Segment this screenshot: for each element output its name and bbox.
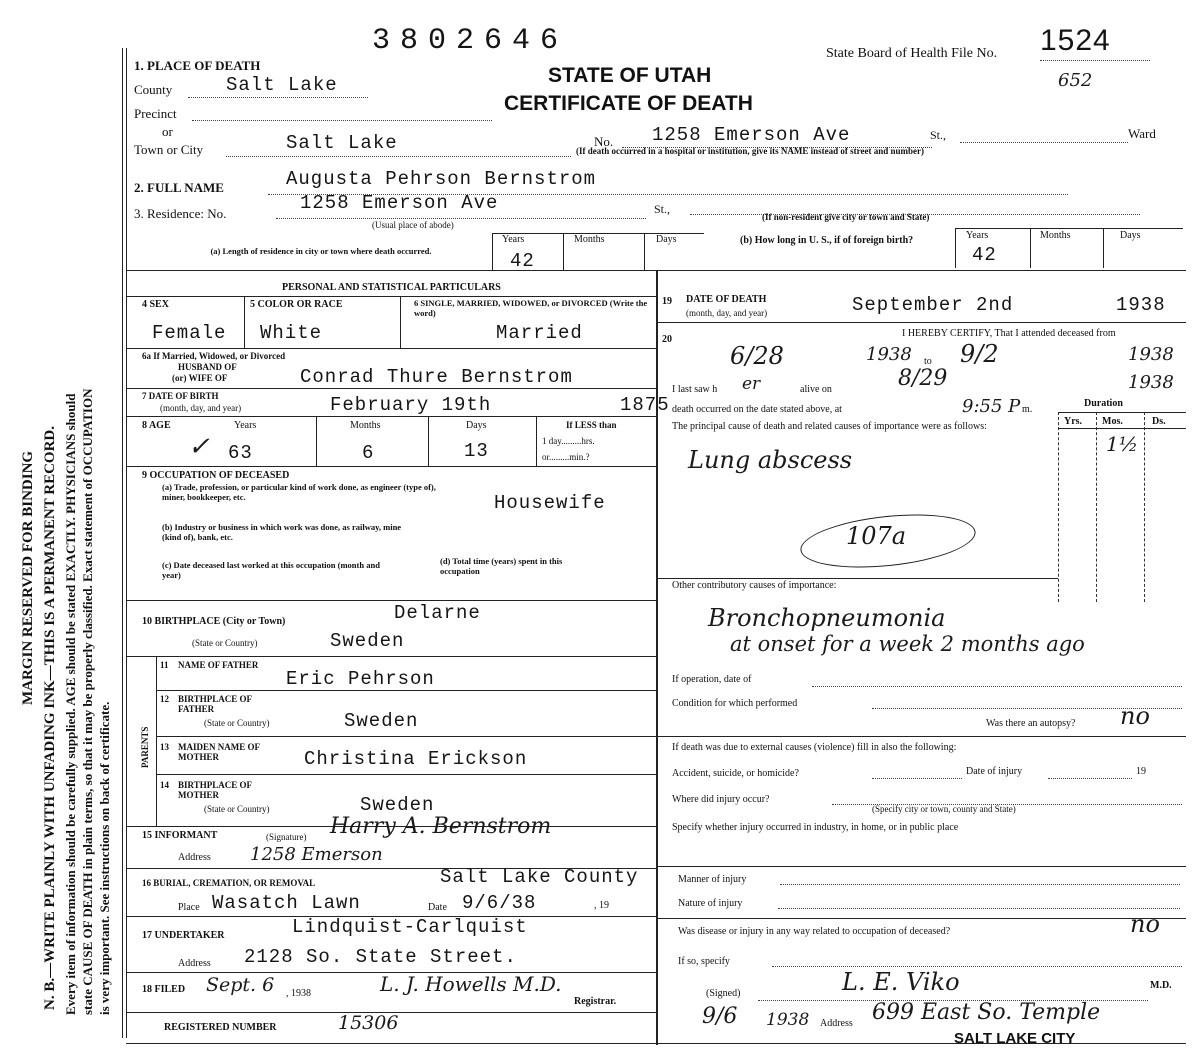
age-days-label: Days (466, 420, 487, 431)
informant-address-label: Address (178, 852, 211, 863)
residence-st-label: St., (654, 202, 671, 216)
age-months-label: Months (350, 420, 381, 431)
physician-city: SALT LAKE CITY (954, 1030, 1076, 1047)
father-value: Eric Pehrson (286, 668, 435, 690)
death-year-value: 1938 (1116, 294, 1166, 316)
external-label: If death was due to external causes (violence) fill in also the following: (672, 742, 957, 753)
burial-label: 16 BURIAL, CREMATION, OR REMOVAL (142, 878, 316, 888)
contrib-value-2: at onset for a week 2 months ago (730, 632, 1085, 656)
signed-date: 9/6 (702, 1004, 738, 1029)
specify-place-label: Specify whether injury occurred in industry, in home, or in public place (672, 822, 959, 833)
residence-label: 3. Residence: No. (134, 206, 227, 221)
father-no: 11 (160, 660, 169, 670)
mother-bp-value: Sweden (360, 794, 435, 816)
age-months-value: 6 (362, 442, 375, 464)
sex-label: 4 SEX (142, 299, 169, 310)
cause-label: The principal cause of death and related causes of importance were as follows: (672, 421, 987, 432)
personal-heading: PERSONAL AND STATISTICAL PARTICULARS (282, 282, 501, 293)
occupation-label: 9 OCCUPATION OF DECEASED (142, 470, 290, 481)
precinct-label: Precinct (134, 106, 177, 121)
dob-year: 1875 (620, 394, 670, 416)
serial-number: 3802646 (372, 24, 569, 58)
death-date-label: DATE OF DEATH (686, 294, 767, 305)
occupation-b-label: (b) Industry or business in which work was done, as railway, mine (kind of), bank, etc. (162, 522, 402, 542)
mother-value: Christina Erickson (304, 748, 528, 770)
death-time-m: m. (1022, 404, 1033, 415)
related-label: Was disease or injury in any way related to occupation of deceased? (678, 926, 951, 937)
certify-to-label: to (924, 356, 932, 367)
margin-binding-note: MARGIN RESERVED FOR BINDING (20, 450, 36, 705)
undertaker-address-label: Address (178, 958, 211, 969)
burial-value: Salt Lake County (440, 866, 639, 888)
undertaker-value: Lindquist-Carlquist (292, 916, 528, 938)
certify-text: I HEREBY CERTIFY, That I attended deceased from (902, 328, 1116, 339)
margin-permanent-note: N. B.—WRITE PLAINLY WITH UNFADING INK—THIS IS A PERMANENT RECORD. (42, 426, 58, 1010)
death-time-label: death occurred on the date stated above, at (672, 404, 842, 415)
street-st-label: St., (930, 128, 947, 142)
certify-from-year: 1938 (866, 344, 912, 365)
length-years-value: 42 (510, 250, 535, 272)
dob-value: February 19th (330, 394, 492, 416)
length-years-label: Years (502, 234, 525, 245)
last-saw-label: I last saw h (672, 384, 718, 395)
age-day-label: 1 day.........hrs. (542, 436, 595, 446)
marital-value: Married (496, 322, 583, 344)
certify-to: 9/2 (960, 340, 999, 368)
county-value: Salt Lake (226, 74, 338, 96)
or-label: or (162, 124, 173, 139)
father-label: NAME OF FATHER (178, 660, 259, 670)
related-value: no (1130, 910, 1160, 938)
undertaker-label: 17 UNDERTAKER (142, 930, 225, 941)
filed-label: 18 FILED (142, 984, 186, 995)
nature-label: Nature of injury (678, 898, 743, 909)
full-name-value: Augusta Pehrson Bernstrom (286, 168, 597, 190)
informant-signature: Harry A. Bernstrom (330, 814, 552, 839)
duration-yrs-label: Yrs. (1064, 416, 1083, 427)
town-label: Town or City (134, 142, 204, 157)
registered-value: 15306 (338, 1012, 399, 1034)
where-label: Where did injury occur? (672, 794, 770, 805)
spouse-label-2: HUSBAND OF (178, 362, 237, 372)
alive-label: alive on (800, 384, 832, 395)
occupation-a-label: (a) Trade, profession, or particular kind of work done, as engineer (type of), miner, bookkeeper, etc. (162, 482, 436, 502)
contrib-label: Other contributory causes of importance: (672, 580, 837, 591)
age-check-mark: ✓ (188, 432, 210, 462)
birthplace-city: Delarne (394, 602, 481, 624)
last-saw-date: 8/29 (898, 366, 948, 391)
father-bp-sub: (State or Country) (204, 718, 270, 728)
county-label: County (134, 82, 173, 97)
last-saw-year: 1938 (1128, 372, 1174, 393)
cause-value: Lung abscess (688, 446, 853, 474)
occupation-c-label: (c) Date deceased last worked at this occupation (month and year) (162, 560, 380, 580)
mother-no: 13 (160, 742, 169, 752)
dob-label-1: 7 DATE OF BIRTH (142, 391, 219, 401)
dob-label-2: (month, day, and year) (160, 403, 242, 413)
injury-year-label: 19 (1136, 766, 1146, 777)
death-date-sub: (month, day, and year) (686, 308, 768, 318)
parents-side-label: PARENTS (140, 726, 150, 768)
informant-sig-label: (Signature) (266, 832, 307, 842)
color-label: 5 COLOR OR RACE (250, 299, 343, 310)
duration-mos-label: Mos. (1102, 416, 1123, 427)
us-years-label: Years (966, 230, 989, 241)
physician-signature: L. E. Viko (842, 968, 960, 996)
where-sub: (Specify city or town, county and State) (872, 804, 1016, 814)
mother-bp-sub: (State or Country) (204, 804, 270, 814)
duration-ds-label: Ds. (1152, 416, 1166, 427)
informant-label: 15 INFORMANT (142, 830, 218, 841)
file-sub-number: 652 (1058, 70, 1093, 91)
age-min-label: or.........min.? (542, 452, 590, 462)
burial-place-value: Wasatch Lawn (212, 892, 361, 914)
file-number: 1524 (1040, 24, 1111, 57)
duration-label: Duration (1084, 398, 1123, 409)
burial-date-label: Date (428, 902, 447, 913)
father-bp-no: 12 (160, 694, 169, 704)
cause-duration-months: 1½ (1106, 432, 1139, 456)
full-name-label: 2. FULL NAME (134, 180, 224, 195)
mother-label: MAIDEN NAME OF MOTHER (178, 742, 260, 762)
street-value: 1258 Emerson Ave (652, 124, 851, 146)
spouse-value: Conrad Thure Bernstrom (300, 366, 573, 388)
cause-code: 107a (846, 522, 907, 550)
filed-registrar-label: Registrar. (574, 996, 617, 1007)
operation-label: If operation, date of (672, 674, 752, 685)
age-days-value: 13 (464, 440, 489, 462)
mother-bp-label: BIRTHPLACE OF MOTHER (178, 780, 252, 800)
burial-date-value: 9/6/38 (462, 892, 537, 914)
father-bp-value: Sweden (344, 710, 419, 732)
registered-label: REGISTERED NUMBER (164, 1022, 277, 1033)
nonresident-note: (If non-resident give city or town and State) (762, 212, 930, 222)
md-label: M.D. (1150, 980, 1172, 991)
us-residence-label: (b) How long in U. S., if of foreign birth? (740, 235, 914, 246)
filed-date: Sept. 6 (206, 974, 275, 996)
birthplace-state-label: (State or Country) (192, 638, 258, 648)
age-years-label: Years (234, 420, 257, 431)
occupation-value: Housewife (494, 492, 606, 514)
undertaker-address-value: 2128 So. State Street. (244, 946, 517, 968)
autopsy-label: Was there an autopsy? (986, 718, 1076, 729)
signed-label: (Signed) (706, 988, 741, 999)
place-section-label: 1. PLACE OF DEATH (134, 58, 261, 73)
sex-value: Female (152, 322, 227, 344)
injury-date-label: Date of injury (966, 766, 1023, 777)
signed-year: 1938 (766, 1010, 810, 1030)
certify-no: 20 (662, 334, 672, 345)
margin-instructions-2: state CAUSE OF DEATH in plain terms, so that it may be properly classified. Exact statement of OCCUPATION (80, 388, 95, 1015)
margin-instructions-3: is very important. See instructions on back of certificate. (97, 701, 112, 1015)
spouse-label-3: (or) WIFE OF (172, 373, 228, 383)
manner-label: Manner of injury (678, 874, 747, 885)
specify-related-label: If so, specify (678, 956, 730, 967)
us-days-label: Days (1120, 230, 1141, 241)
marital-label: 6 SINGLE, MARRIED, WIDOWED, or DIVORCED (Write the word) (414, 298, 648, 318)
certify-from: 6/28 (730, 342, 784, 370)
condition-label: Condition for which performed (672, 698, 798, 709)
burial-place-label: Place (178, 902, 200, 913)
autopsy-value: no (1120, 702, 1150, 730)
age-label: 8 AGE (142, 420, 171, 431)
informant-address: 1258 Emerson (250, 844, 383, 865)
physician-address: 699 East So. Temple (872, 1000, 1101, 1025)
section-top-rule (126, 270, 1186, 271)
burial-year-suffix: , 19 (594, 900, 609, 911)
birthplace-label: 10 BIRTHPLACE (City or Town) (142, 616, 286, 627)
mother-bp-no: 14 (160, 780, 169, 790)
center-divider (656, 270, 658, 1045)
physician-address-label: Address (820, 1018, 853, 1029)
state-title: STATE OF UTAH (548, 64, 712, 87)
birthplace-country: Sweden (330, 630, 405, 652)
death-date-no: 19 (662, 296, 672, 307)
age-years-value: 63 (228, 442, 253, 464)
death-time-value: 9:55 P (962, 396, 1021, 417)
town-value: Salt Lake (286, 132, 398, 154)
us-years-value: 42 (972, 244, 997, 266)
certify-to-year: 1938 (1128, 344, 1174, 365)
spouse-label-1: 6a If Married, Widowed, or Divorced (142, 351, 286, 361)
length-days-label: Days (656, 234, 677, 245)
color-value: White (260, 322, 323, 344)
death-date-value: September 2nd (852, 294, 1014, 316)
usual-abode-note: (Usual place of abode) (372, 220, 454, 230)
length-months-label: Months (574, 234, 605, 245)
filed-year: , 1938 (286, 988, 311, 999)
frame-left (122, 48, 123, 1038)
ward-label: Ward (1128, 126, 1156, 141)
accident-label: Accident, suicide, or homicide? (672, 768, 799, 779)
length-residence-label: (a) Length of residence in city or town where death occurred. (210, 246, 432, 256)
filed-registrar: L. J. Howells M.D. (380, 972, 562, 996)
last-saw-pronoun: er (742, 374, 761, 394)
us-months-label: Months (1040, 230, 1071, 241)
occupation-d-label: (d) Total time (years) spent in this occupation (440, 556, 563, 576)
residence-value: 1258 Emerson Ave (300, 192, 499, 214)
certificate-title: CERTIFICATE OF DEATH (504, 92, 753, 115)
file-label: State Board of Health File No. (826, 46, 998, 61)
street-no-label: No. (594, 134, 614, 149)
hospital-note: (If death occurred in a hospital or institution, give its NAME instead of street and number) (576, 146, 925, 156)
father-bp-label: BIRTHPLACE OF FATHER (178, 694, 252, 714)
age-less-label: If LESS than (566, 420, 617, 430)
margin-instructions-1: Every item of information should be carefully supplied. AGE should be stated EXACTLY. PHYSICIANS should (63, 393, 78, 1015)
contrib-value-1: Bronchopneumonia (708, 604, 946, 632)
frame-left-inner (126, 48, 127, 1038)
